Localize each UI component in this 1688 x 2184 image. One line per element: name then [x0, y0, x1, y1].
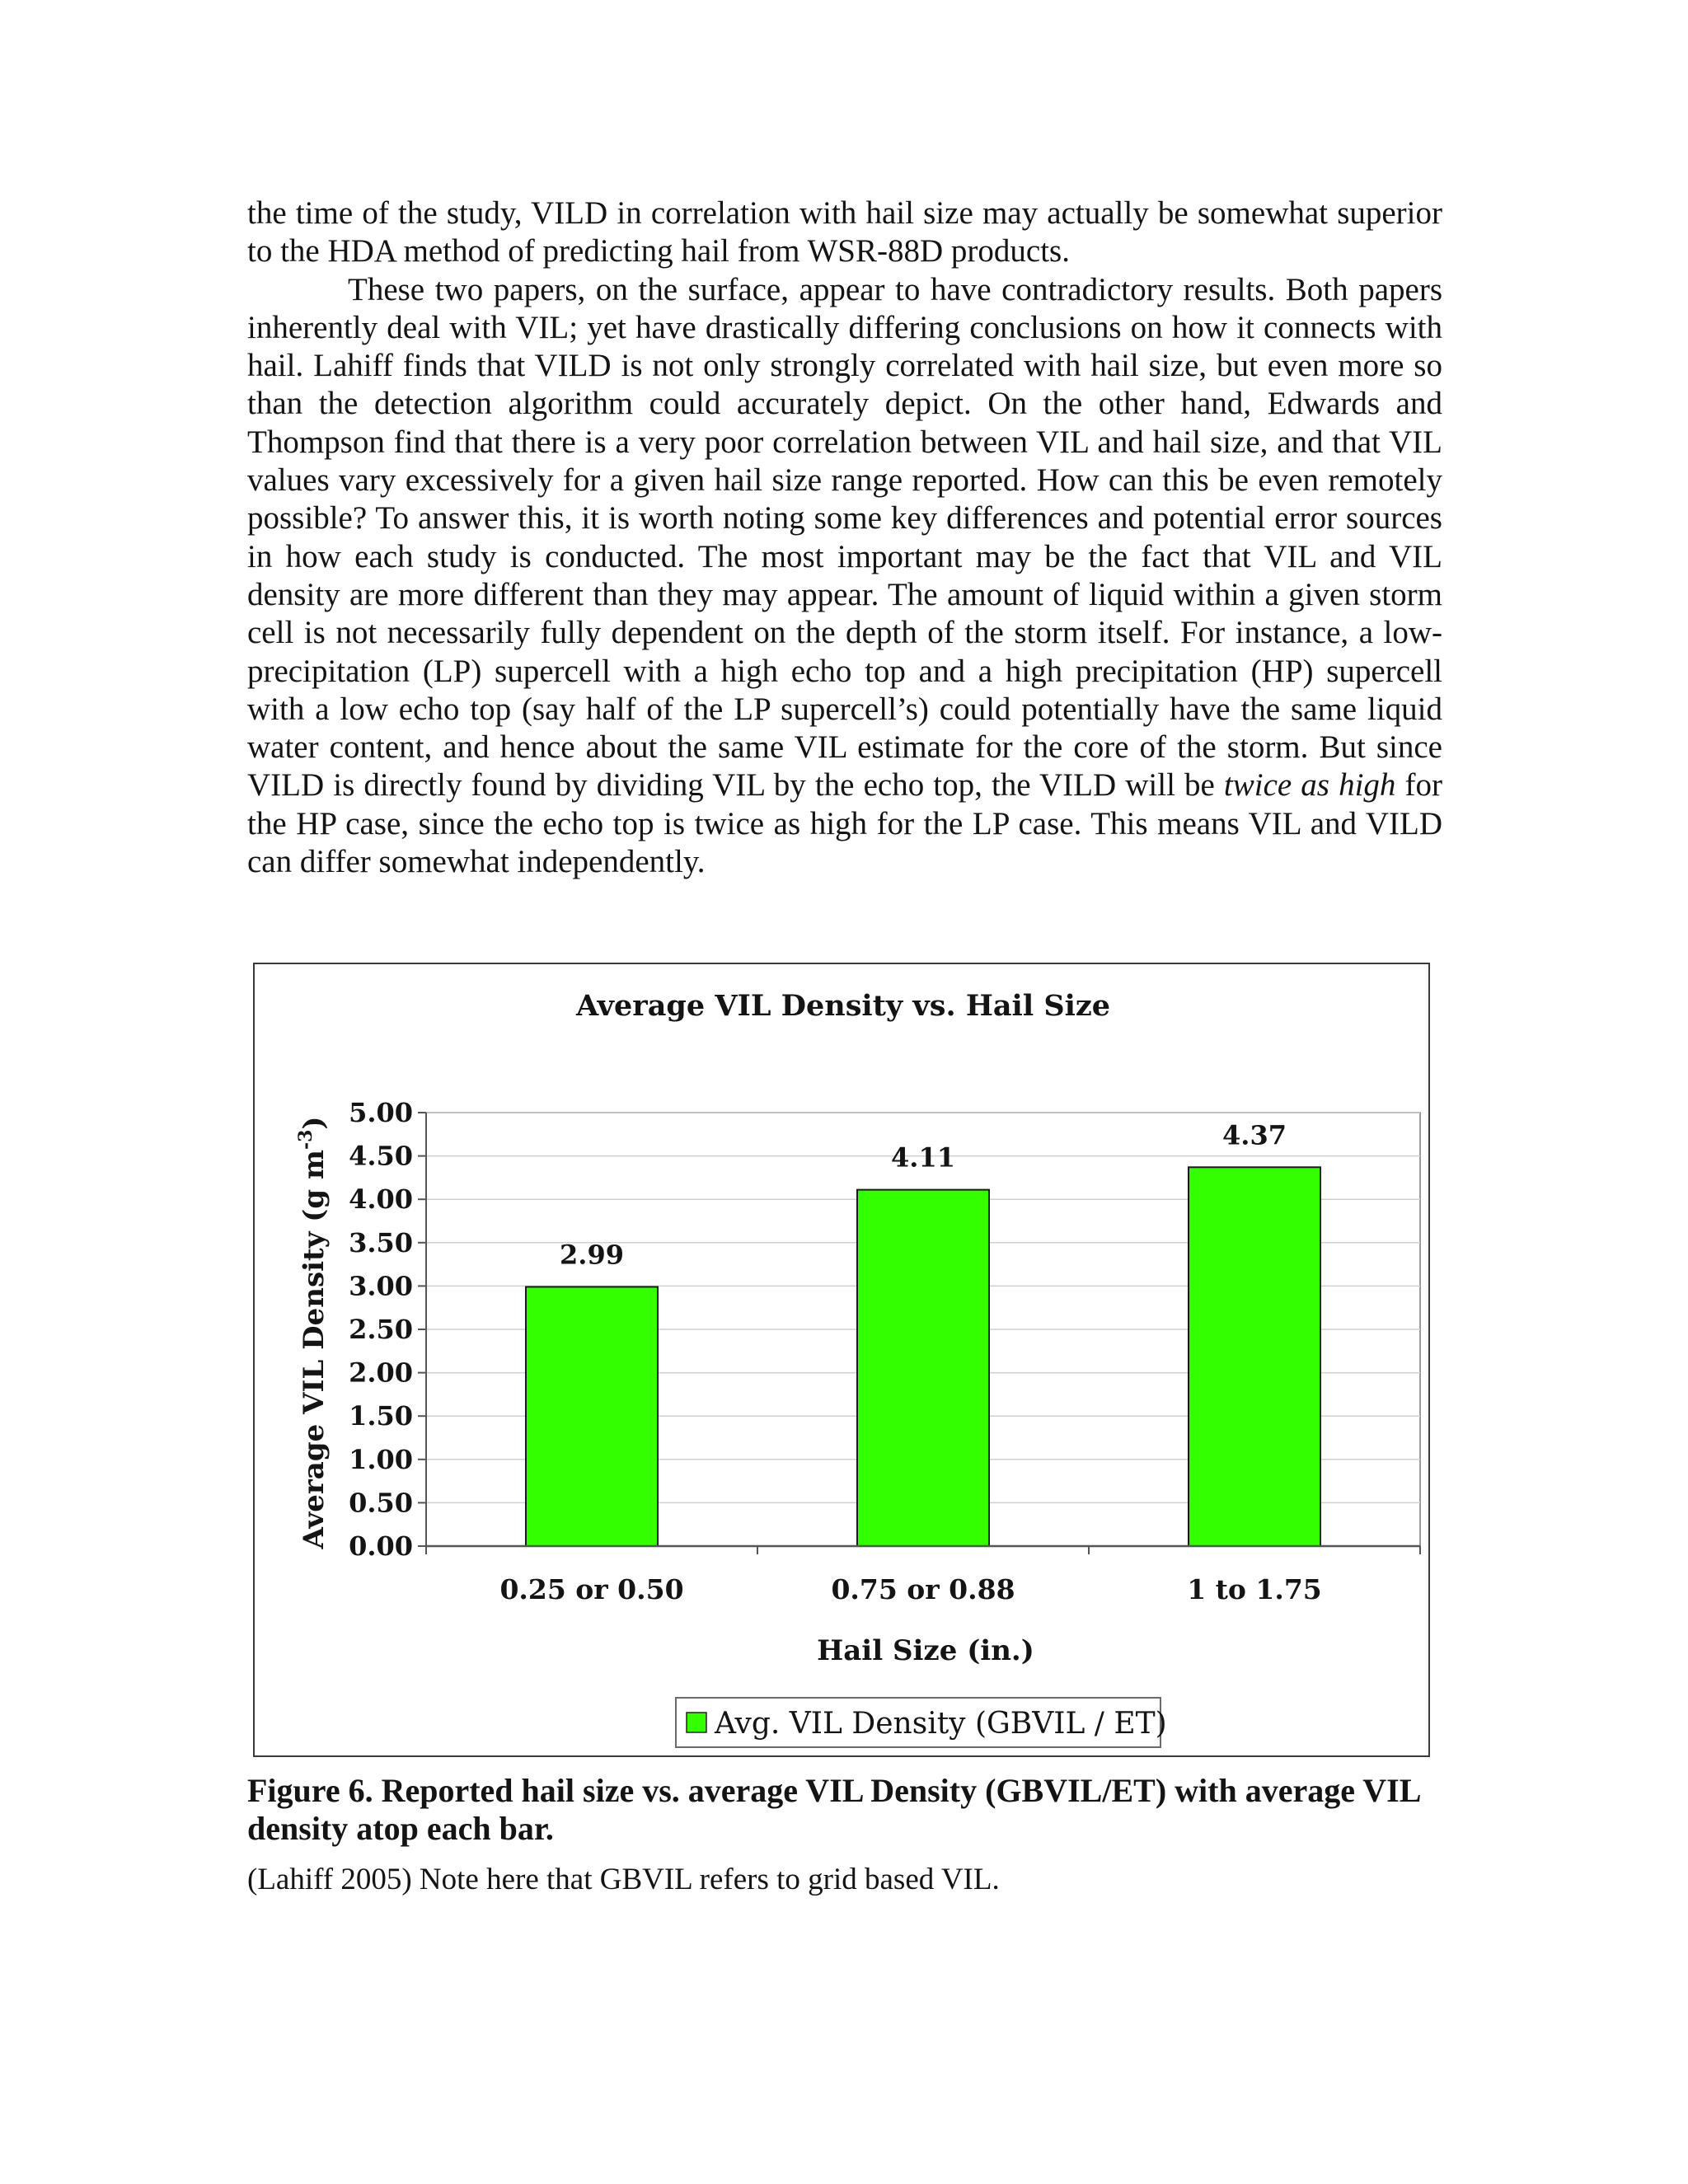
figure-chart-box — [253, 963, 1430, 1757]
bar — [526, 1286, 658, 1546]
paragraph-1: the time of the study, VILD in correlation with hail size may actually be somewhat superior to the HDA method of predicting hail from WSR-88D products. — [247, 195, 1442, 269]
bar-value-label: 4.11 — [891, 1141, 955, 1174]
x-category-label: 1 to 1.75 — [1187, 1573, 1322, 1605]
x-category-label: 0.75 or 0.88 — [831, 1573, 1015, 1605]
y-tick-label: 4.00 — [349, 1183, 413, 1216]
paragraph-2-part-b: for the HP case, since the echo top is twice as high for the LP case. This means VIL and VILD can differ somewhat independently. — [247, 767, 1442, 880]
paragraph-2-emphasis: twice as high — [1223, 767, 1396, 804]
bar — [1189, 1167, 1320, 1546]
chart-title: Average VIL Density vs. Hail Size — [575, 989, 1111, 1023]
bar-chart — [255, 964, 1432, 1759]
legend-label: Avg. VIL Density (GBVIL / ET) — [715, 1707, 1167, 1741]
y-axis-label-close: ) — [298, 1116, 331, 1130]
y-tick-label: 5.00 — [349, 1097, 413, 1128]
x-category-label: 0.25 or 0.50 — [499, 1573, 684, 1605]
body-text — [247, 194, 1442, 881]
x-axis-label: Hail Size (in.) — [817, 1634, 1034, 1667]
paragraph-2 — [247, 271, 1442, 882]
y-tick-label: 3.50 — [349, 1226, 413, 1258]
figure-caption: Figure 6. Reported hail size vs. average VIL Density (GBVIL/ET) with average VIL density atop each bar. — [247, 1772, 1420, 1847]
y-tick-label: 1.50 — [349, 1400, 413, 1432]
paragraph-2-part-a: These two papers, on the surface, appear to have contradictory results. Both papers inherently deal with VIL; yet have drastically differing conclusions on how it connects with hail. Lahiff finds that VILD is not only strongly correlated with hail size, but even more so than the detection algorithm could accurately depict. On the other hand, Edwards and Thompson find that there is a very poor correlation between VIL and hail size, and that VIL values vary excessively for a given hail size range reported. How can this be even remotely possible? To answer this, it is worth noting some key differences and potential error sources in how each study is conducted. The most important may be the fact that VIL and VIL density are more different than they may appear. The amount of liquid within a given storm cell is not necessarily fully dependent on the depth of the storm itself. For instance, a low-precipitation (LP) supercell with a high echo top and a high precipitation (HP) supercell with a low echo top (say half of the LP supercell’s) could potentially have the same liquid water content, and hence about the same VIL estimate for the core of the storm. But since VILD is directly found by dividing VIL by the echo top, the VILD will be — [247, 271, 1442, 804]
bar — [857, 1190, 989, 1546]
y-axis-label-main: Average VIL Density (g m — [298, 1150, 331, 1549]
y-tick-label: 0.00 — [349, 1530, 413, 1562]
y-axis-label-superscript: -3 — [295, 1129, 316, 1151]
y-tick-label: 0.50 — [349, 1487, 413, 1519]
bar-value-label: 2.99 — [560, 1239, 624, 1271]
y-tick-label: 3.00 — [349, 1270, 413, 1302]
y-tick-label: 4.50 — [349, 1140, 413, 1172]
y-tick-label: 1.00 — [349, 1443, 413, 1475]
figure-source-note: (Lahiff 2005) Note here that GBVIL refers to grid based VIL. — [247, 1863, 1000, 1896]
y-tick-label: 2.00 — [349, 1357, 413, 1389]
legend-swatch — [687, 1713, 706, 1732]
y-axis-label — [295, 1116, 331, 1549]
legend — [676, 1698, 1167, 1747]
y-tick-label: 2.50 — [349, 1314, 413, 1345]
bar-value-label: 4.37 — [1222, 1119, 1287, 1151]
